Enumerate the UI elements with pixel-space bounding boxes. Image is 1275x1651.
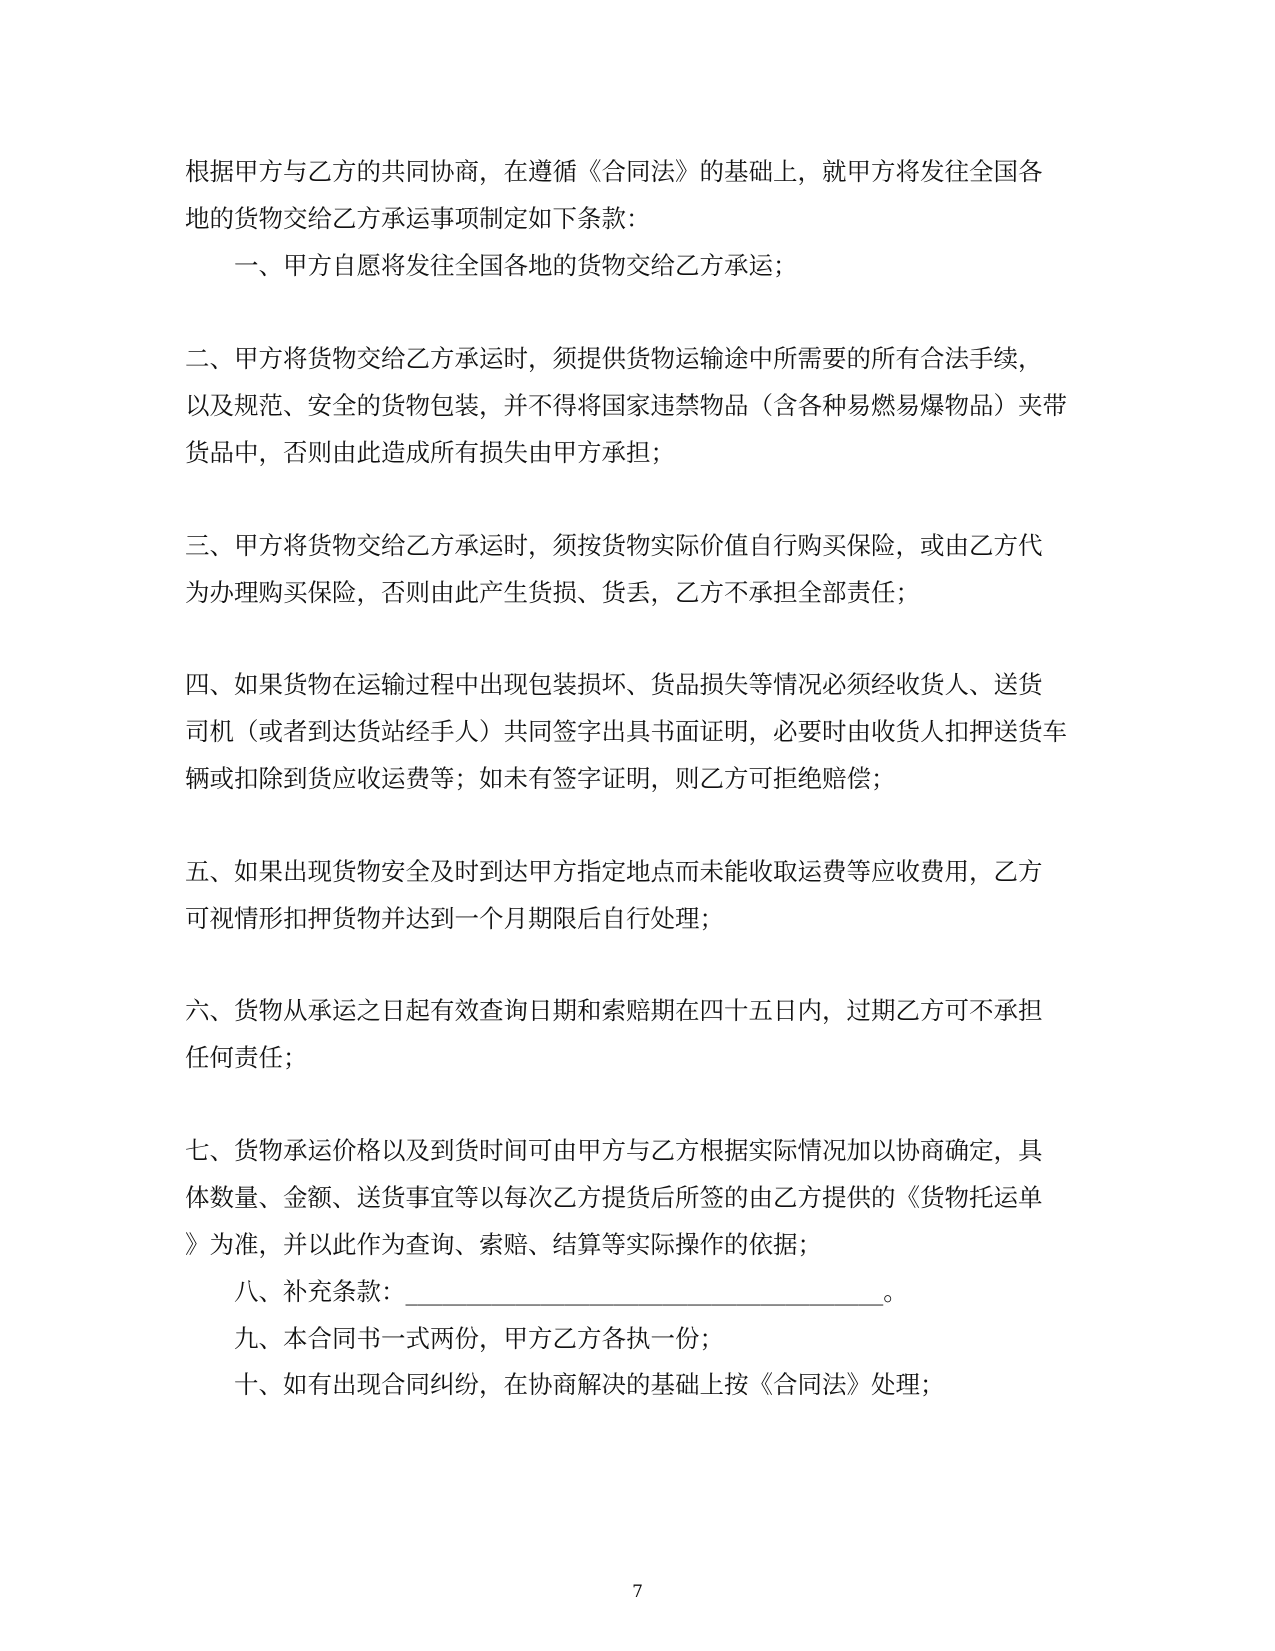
- clause-4-line: 四、如果货物在运输过程中出现包装损坏、货品损失等情况必须经收货人、送货: [185, 670, 1043, 699]
- clause-2-line: 货品中，否则由此造成所有损失由甲方承担；: [185, 438, 675, 467]
- clause-4-line: 司机（或者到达货站经手人）共同签字出具书面证明，必要时由收货人扣押送货车: [185, 717, 1067, 746]
- clause-1: 一、甲方自愿将发往全国各地的货物交给乙方承运；: [234, 251, 798, 280]
- clause-8: 八、补充条款：_______________________________________。: [234, 1277, 908, 1306]
- clause-6-line: 任何责任；: [185, 1043, 308, 1072]
- clause-6-line: 六、货物从承运之日起有效查询日期和索赔期在四十五日内，过期乙方可不承担: [185, 996, 1043, 1025]
- clause-2-line: 以及规范、安全的货物包装，并不得将国家违禁物品（含各种易燃易爆物品）夹带: [185, 391, 1067, 420]
- clause-5-line: 可视情形扣押货物并达到一个月期限后自行处理；: [185, 904, 724, 933]
- intro-line: 根据甲方与乙方的共同协商，在遵循《合同法》的基础上，就甲方将发往全国各: [185, 157, 1043, 186]
- clause-2-line: 二、甲方将货物交给乙方承运时，须提供货物运输途中所需要的所有合法手续，: [185, 344, 1043, 373]
- intro-line: 地的货物交给乙方承运事项制定如下条款：: [185, 204, 651, 233]
- clause-7-line: 》为准，并以此作为查询、索赔、结算等实际操作的依据；: [185, 1230, 822, 1259]
- clause-9: 九、本合同书一式两份，甲方乙方各执一份；: [234, 1324, 724, 1353]
- clause-10: 十、如有出现合同纠纷，在协商解决的基础上按《合同法》处理；: [234, 1370, 945, 1399]
- clause-3-line: 为办理购买保险，否则由此产生货损、货丢，乙方不承担全部责任；: [185, 578, 920, 607]
- clause-7-line: 体数量、金额、送货事宜等以每次乙方提货后所签的由乙方提供的《货物托运单: [185, 1183, 1043, 1212]
- clause-4-line: 辆或扣除到货应收运费等；如未有签字证明，则乙方可拒绝赔偿；: [185, 764, 896, 793]
- clause-5-line: 五、如果出现货物安全及时到达甲方指定地点而未能收取运费等应收费用，乙方: [185, 857, 1043, 886]
- page-number: 7: [632, 1582, 643, 1602]
- clause-7-line: 七、货物承运价格以及到货时间可由甲方与乙方根据实际情况加以协商确定，具: [185, 1136, 1043, 1165]
- clause-3-line: 三、甲方将货物交给乙方承运时，须按货物实际价值自行购买保险，或由乙方代: [185, 531, 1043, 560]
